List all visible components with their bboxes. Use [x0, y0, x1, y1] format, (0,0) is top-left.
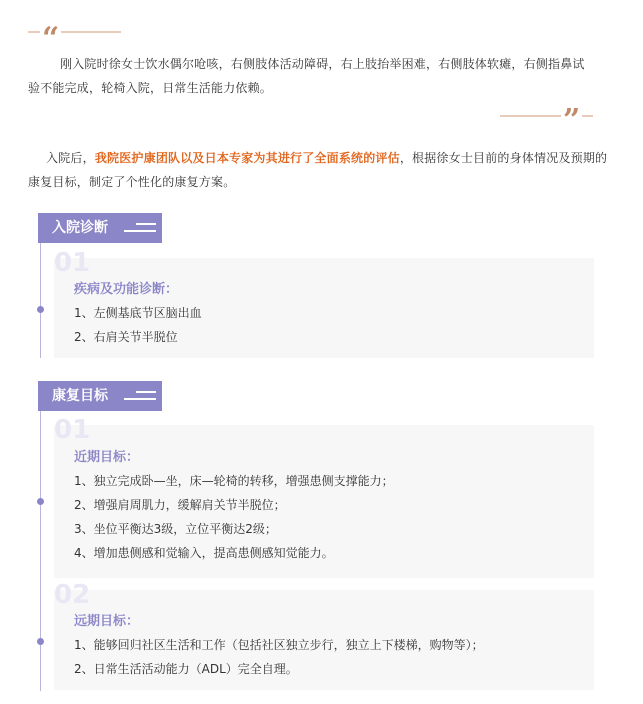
card-number: 01 [54, 415, 91, 445]
assessment-after: ，根据徐女士目前的身体情况及预期的康复目标，制定了个性化的康复方案。 [28, 151, 608, 189]
list-item: 1、独立完成卧—坐，床—轮椅的转移，增强患侧支撑能力； [74, 474, 394, 488]
assessment-highlight: 我院医护康团队以及日本专家为其进行了全面系统的评估 [94, 151, 400, 165]
assessment-before: 入院后， [46, 151, 95, 165]
card-number: 01 [54, 248, 91, 278]
assessment-paragraph [28, 146, 608, 194]
timeline-dot [37, 306, 44, 313]
card-title: 远期目标： [74, 614, 140, 629]
list-item: 3、坐位平衡达3级，立位平衡达2级； [74, 522, 277, 536]
list-item: 2、增强肩周肌力，缓解肩关节半脱位； [74, 498, 286, 512]
section-header-goals [38, 381, 162, 411]
list-item: 2、日常生活活动能力（ADL）完全自理。 [74, 662, 298, 676]
timeline-line [40, 243, 41, 358]
card-title: 疾病及功能诊断： [74, 282, 179, 297]
card-number: 02 [54, 580, 91, 610]
header-bars-icon [124, 391, 156, 405]
section-header-label: 康复目标 [52, 388, 108, 404]
quote-open-icon: “ [42, 21, 60, 56]
section-header-label: 入院诊断 [52, 220, 108, 236]
quote-close-icon: ” [563, 103, 581, 138]
timeline-line [40, 411, 41, 691]
list-item: 2、右肩关节半脱位 [74, 330, 178, 344]
timeline-dot [37, 498, 44, 505]
list-item: 1、左侧基底节区脑出血 [74, 306, 202, 320]
card-title: 近期目标： [74, 450, 140, 465]
intro-paragraph: 刚入院时徐女士饮水偶尔呛咳，右侧肢体活动障碍，右上肢抬举困难，右侧肢体软瘫，右侧指鼻试验不能完成，轮椅入院，日常生活能力依赖。 [28, 57, 585, 95]
list-item: 1、能够回归社区生活和工作（包括社区独立步行，独立上下楼梯，购物等）； [74, 638, 484, 652]
header-bars-icon [124, 223, 156, 237]
timeline-dot [37, 638, 44, 645]
list-item: 4、增加患侧感和觉输入，提高患侧感知觉能力。 [74, 546, 334, 560]
section-header-diagnosis [38, 213, 162, 243]
